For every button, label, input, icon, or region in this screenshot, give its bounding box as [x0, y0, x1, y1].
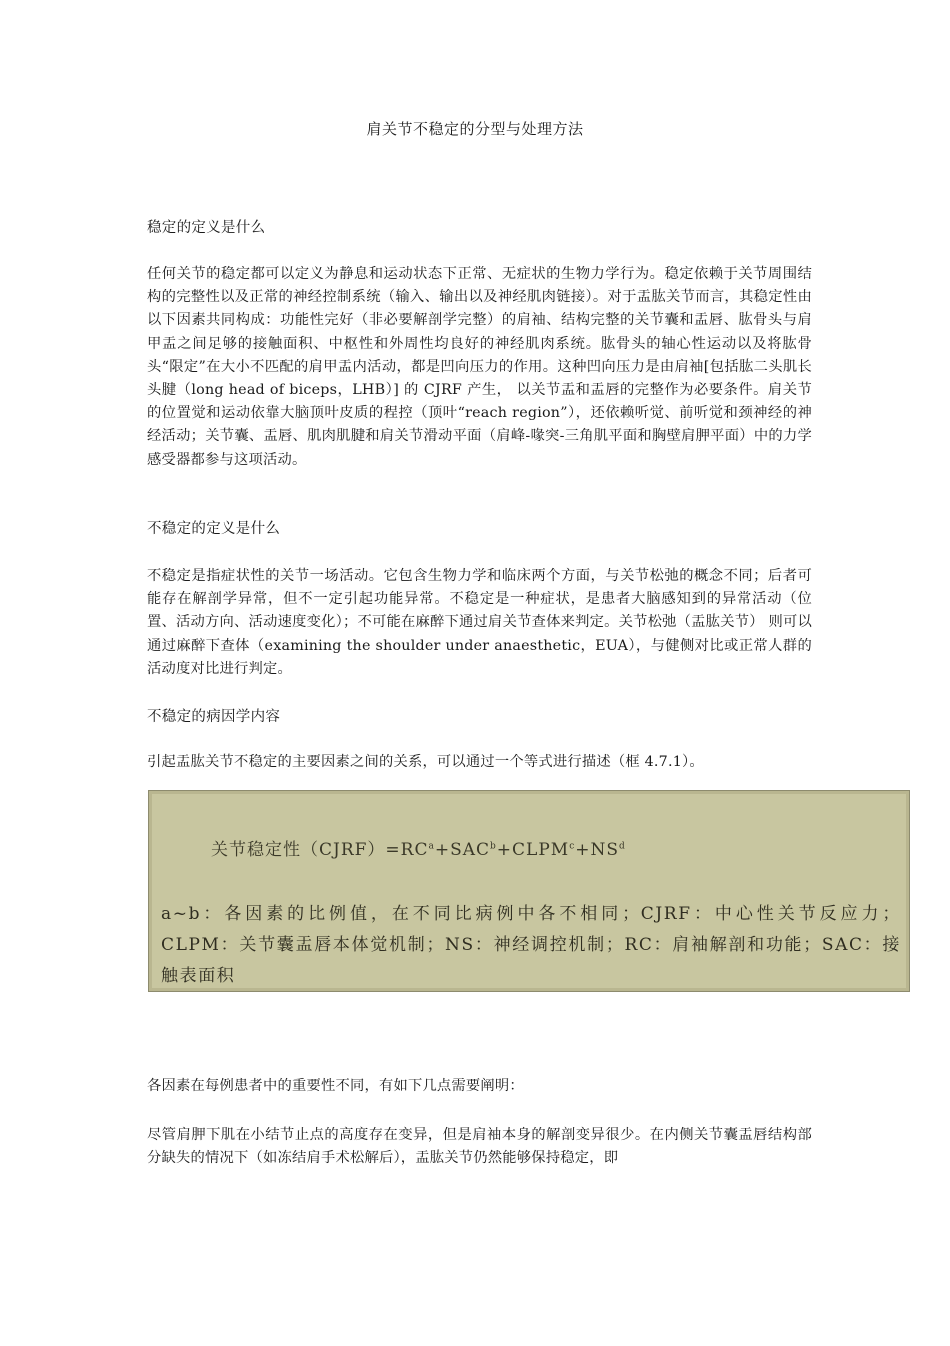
document-title: 肩关节不稳定的分型与处理方法	[366, 120, 584, 138]
section-heading-etiology: 不稳定的病因学内容	[147, 709, 281, 725]
paragraph-rotator-cuff: 尽管肩胛下肌在小结节止点的高度存在变异，但是肩袖本身的解剖变异很少。在内侧关节囊盂唇结构部分缺失的情况下（如冻结肩手术松解后），盂肱关节仍然能够保持稳定，即	[147, 1127, 812, 1167]
paragraph-instability-definition: 不稳定是指症状性的关节一场活动。它包含生物力学和临床两个方面，与关节松弛的概念不同；后者可能存在解剖学异常，但不一定引起功能异常。不稳定是一种症状，是患者大脑感知到的异常活动（位置、活动方向、活动速度变化）；不可能在麻醉下通过肩关节查体来判定。关节松弛（盂肱关节） 则可以通过麻醉下查体（examining the shoulder under anaesthetic，EUA），与健侧对比或正常人群的活动度对比进行判定。	[147, 568, 812, 677]
paragraph-stability-definition: 任何关节的稳定都可以定义为静息和运动状态下正常、无症状的生物力学行为。稳定依赖于关节周围结构的完整性以及正常的神经控制系统（输入、输出以及神经肌肉链接）。对于盂肱关节而言，其稳定性由以下因素共同构成：功能性完好（非必要解剖学完整）的肩袖、结构完整的关节囊和盂唇、肱骨头与肩甲盂之间足够的接触面积、中枢性和外周性均良好的神经肌肉系统。肱骨头的轴心性运动以及将肱骨头“限定”在大小不匹配的肩甲盂内活动，都是凹向压力的作用。这种凹向压力是由肩袖[包括肱二头肌长头腱（long head of biceps，LHB）] 的 CJRF 产生， 以关节盂和盂唇的完整作为必要条件。肩关节的位置觉和运动依靠大脑顶叶皮质的程控（顶叶“reach region”），还依赖听觉、前听觉和颈神经的神经活动；关节囊、盂唇、肌肉肌腱和肩关节滑动平面（肩峰-喙突-三角肌平面和胸壁肩胛平面）中的力学感受器都参与这项活动。	[147, 266, 812, 468]
paragraph-factors-intro: 各因素在每例患者中的重要性不同，有如下几点需要阐明：	[147, 1078, 524, 1094]
stability-formula: 关节稳定性$(CJRF)=RC^a+SAC^b+CLPM^c+NS^d$	[211, 840, 626, 860]
section-heading-stability: 稳定的定义是什么	[147, 220, 266, 236]
section-heading-instability: 不稳定的定义是什么	[147, 521, 281, 537]
paragraph-etiology-intro: 引起盂肱关节不稳定的主要因素之间的关系，可以通过一个等式进行描述（框 4.7.1）。	[147, 754, 704, 770]
formula-legend: a~b：各因素的比例值，在不同比病例中各不相同；CJRF：中心性关节反应力；CLPM：关节囊盂唇本体觉机制；NS：神经调控机制；RC：肩袖解剖和功能；SAC：接触表面积	[161, 904, 901, 986]
formula-box-image	[148, 790, 910, 992]
